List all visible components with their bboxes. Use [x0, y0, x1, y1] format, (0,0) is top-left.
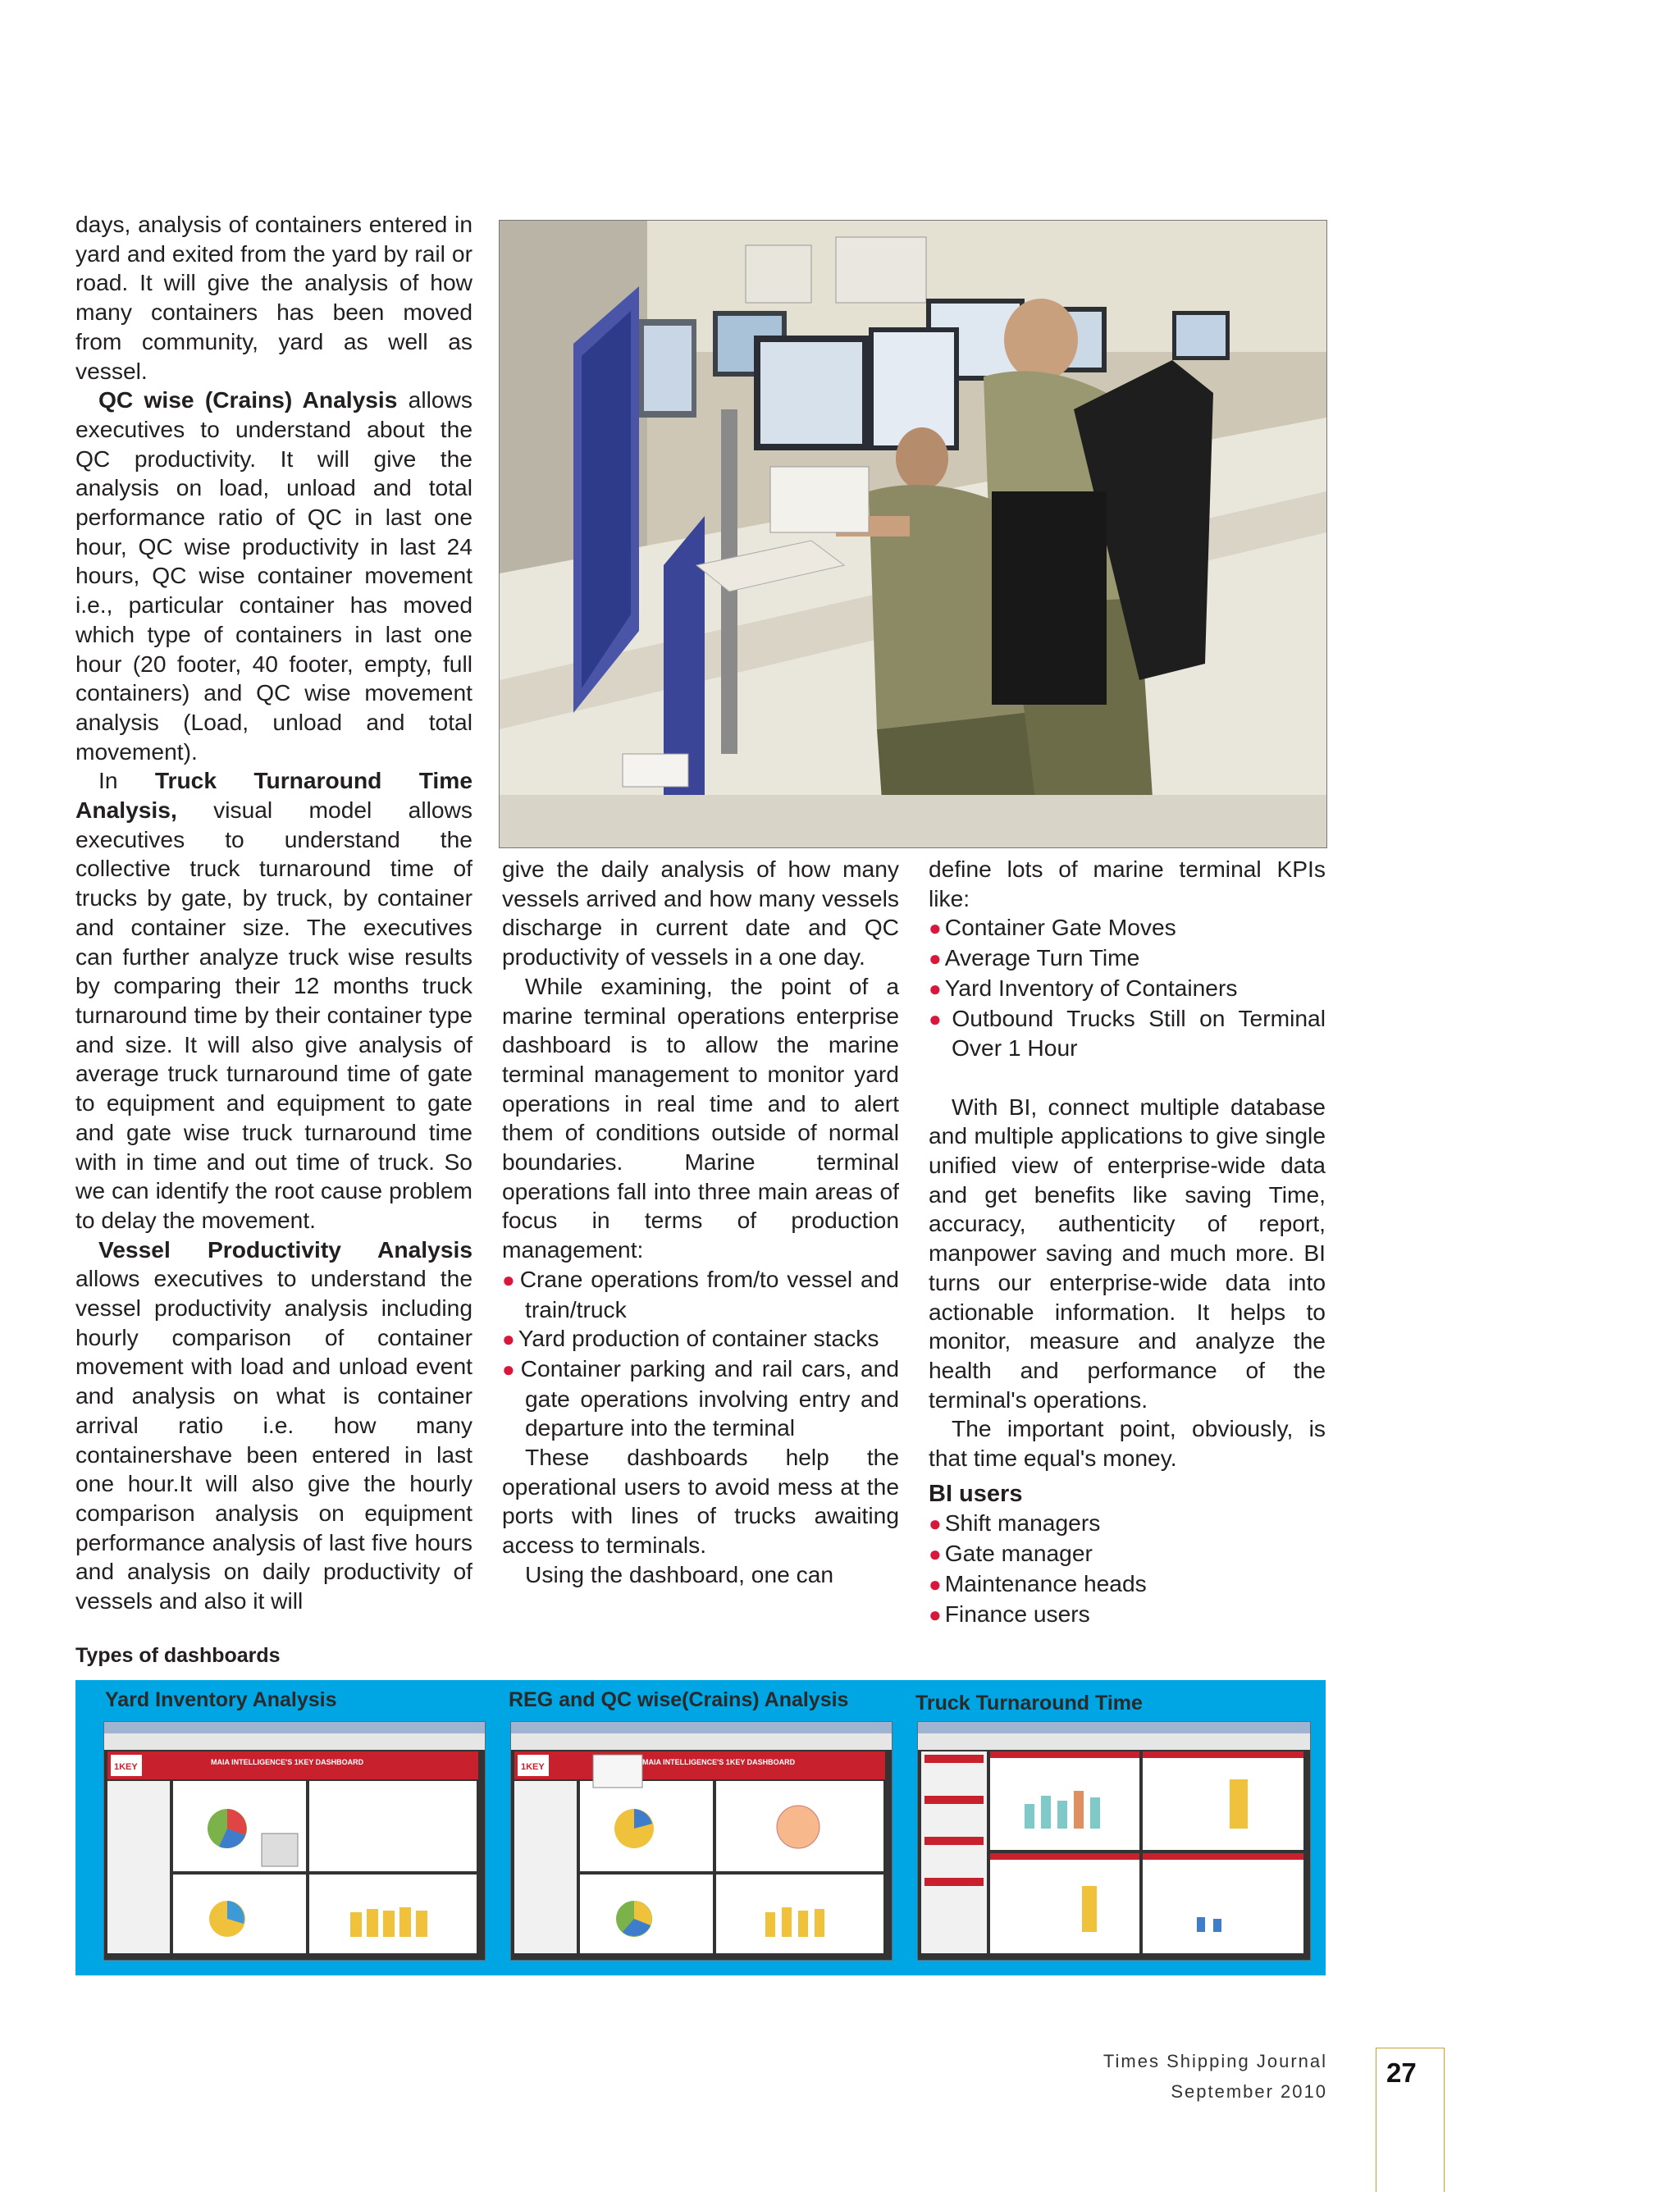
- bullet-item: [502, 1324, 899, 1354]
- logo-text: 1KEY: [114, 1762, 138, 1772]
- paragraph: These dashboards help the operational users to avoid mess at the ports with lines of trucks awaiting access to terminals.: [502, 1444, 899, 1559]
- bullet-text: Average Turn Time: [944, 944, 1140, 971]
- bi-user-item: [929, 1569, 1326, 1600]
- bullet-icon: ●: [502, 1267, 517, 1292]
- bullet-icon: ●: [502, 1356, 518, 1381]
- dashboard-title-yard: Yard Inventory Analysis: [105, 1688, 337, 1711]
- kpi-item: [929, 943, 1326, 974]
- bullet-text: Shift managers: [944, 1509, 1101, 1537]
- dashboard-screenshot-truck: [917, 1721, 1311, 1961]
- bullet-icon: ●: [929, 1601, 942, 1627]
- paragraph: With BI, connect multiple database and multiple applications to give single unified view of enterprise-wide data and get benefits like saving Time, accuracy, authenticity of report, manpower saving and much more. BI turns our enterprise-wide data into actionable information. It helps to monitor, measure and analyze the health and performance of the terminal's operations.: [929, 1093, 1326, 1413]
- dashboard-title-truck: Truck Turnaround Time: [915, 1692, 1143, 1715]
- paragraph: [75, 1235, 472, 1616]
- paragraph: define lots of marine terminal KPIs like:: [929, 856, 1326, 911]
- control-room-photo: [499, 220, 1327, 848]
- kpi-item: [929, 913, 1326, 943]
- spacer: [929, 1063, 1326, 1093]
- dashboard-thumbnail: [104, 1722, 485, 1960]
- bi-user-item: [929, 1509, 1326, 1539]
- bullet-icon: ●: [929, 916, 942, 941]
- paragraph: The important point, obviously, is that time equal's money.: [929, 1415, 1326, 1472]
- banner-text: MAIA INTELLIGENCE'S 1KEY DASHBOARD: [642, 1758, 796, 1766]
- bullet-text: Container parking and rail cars, and gate operations involving entry and departure into the terminal: [520, 1354, 899, 1441]
- bullet-text: Outbound Trucks Still on Terminal Over 1 Hour: [952, 1004, 1326, 1062]
- paragraph-text: visual model allows executives to understand the collective truck turnaround time of trucks by gate, by truck, by container and container size. The executives can further analyze truck wise results by comparing their 12 months truck turnaround time by their container type and size. It will also give analysis of average truck turnaround time of gate to equipment and equipment to gate and gate wise truck turnaround time with in time and out time of truck. So we can identify the root cause problem to delay the movement.: [75, 797, 472, 1233]
- bullet-item: [502, 1354, 899, 1443]
- paragraph-text: allows executives to understand the vessel productivity analysis including hourly comparison of container movement with load and unload event and analysis on what is container arrival ratio i.e. how many containershave been entered in last one hour.It will also give the hourly comparison analysis on equipment performance analysis of last five hours and analysis on daily productivity of vessels and also it will: [75, 1265, 472, 1614]
- bullet-icon: ●: [929, 1006, 949, 1031]
- logo-text: 1KEY: [521, 1762, 545, 1772]
- bullet-text: Finance users: [944, 1600, 1090, 1627]
- spacer: [929, 1473, 1326, 1480]
- issue-date: September 2010: [1171, 2081, 1327, 2102]
- article-column-2: [502, 855, 899, 1590]
- dashboard-screenshot-yard: [103, 1721, 486, 1961]
- paragraph-heading: Vessel Productivity Analysis: [98, 1235, 472, 1263]
- article-column-1: [75, 210, 472, 1616]
- bullet-text: Yard production of container stacks: [518, 1325, 879, 1352]
- kpi-item: [929, 1004, 1326, 1063]
- journal-name: Times Shipping Journal: [1102, 2051, 1327, 2071]
- bullet-text: Gate manager: [944, 1540, 1093, 1567]
- bullet-icon: ●: [929, 1541, 942, 1567]
- paragraph-heading: Truck Turnaround Time Analysis,: [75, 767, 472, 824]
- bullet-text: Crane operations from/to vessel and train/truck: [519, 1265, 899, 1322]
- paragraph: Using the dashboard, one can: [525, 1560, 834, 1587]
- dashboard-screenshot-qc: [510, 1721, 892, 1961]
- bullet-icon: ●: [929, 1571, 942, 1596]
- page-number: 27: [1386, 2057, 1417, 2088]
- bi-users-heading: BI users: [929, 1480, 1023, 1507]
- dashboard-title-qc: REG and QC wise(Crains) Analysis: [509, 1688, 849, 1711]
- bullet-text: Container Gate Moves: [944, 914, 1176, 941]
- dashboards-panel: [75, 1680, 1326, 1975]
- paragraph: give the daily analysis of how many vessels arrived and how many vessels discharge in current date and QC productivity of vessels in a one day.: [502, 856, 899, 970]
- bi-user-item: [929, 1600, 1326, 1630]
- paragraph-text: allows executives to understand about the QC productivity. It will give the analysis on load, unload and total performance ratio of QC in last one hour, QC wise productivity in last 24 hours, QC wise container movement i.e., particular container has moved which type of containers in last one hour (20 footer, 40 footer, empty, full containers) and QC wise movement analysis (Load, unload and total movement).: [75, 386, 472, 765]
- paragraph-heading: QC wise (Crains) Analysis: [98, 386, 398, 413]
- bullet-icon: ●: [929, 946, 942, 971]
- bullet-icon: ●: [502, 1327, 515, 1352]
- bi-user-item: [929, 1539, 1326, 1569]
- bullet-icon: ●: [929, 975, 942, 1001]
- bullet-text: Maintenance heads: [944, 1569, 1147, 1596]
- kpi-item: [929, 974, 1326, 1004]
- bullet-item: [502, 1265, 899, 1324]
- paragraph: days, analysis of containers entered in yard and exited from the yard by rail or road. It will give the analysis of how many containers has been moved from community, yard as well as vessel.: [75, 211, 472, 384]
- paragraph: [75, 766, 472, 1235]
- figure-caption: Types of dashboards: [75, 1644, 281, 1667]
- bullet-text: Yard Inventory of Containers: [944, 974, 1238, 1001]
- article-column-3: [929, 855, 1326, 1629]
- paragraph-text: In: [98, 767, 155, 794]
- photo-illustration: [500, 221, 1326, 847]
- dashboard-thumbnail: [511, 1722, 892, 1960]
- paragraph: [75, 386, 472, 766]
- bullet-icon: ●: [929, 1511, 942, 1537]
- dashboard-thumbnail: [918, 1722, 1310, 1960]
- banner-text: MAIA INTELLIGENCE'S 1KEY DASHBOARD: [211, 1758, 364, 1766]
- paragraph: While examining, the point of a marine terminal operations enterprise dashboard is to allow the marine terminal management to monitor yard operations in real time and to alert them of conditions outside of normal boundaries. Marine terminal operations fall into three main areas of focus in terms of production management:: [502, 972, 899, 1263]
